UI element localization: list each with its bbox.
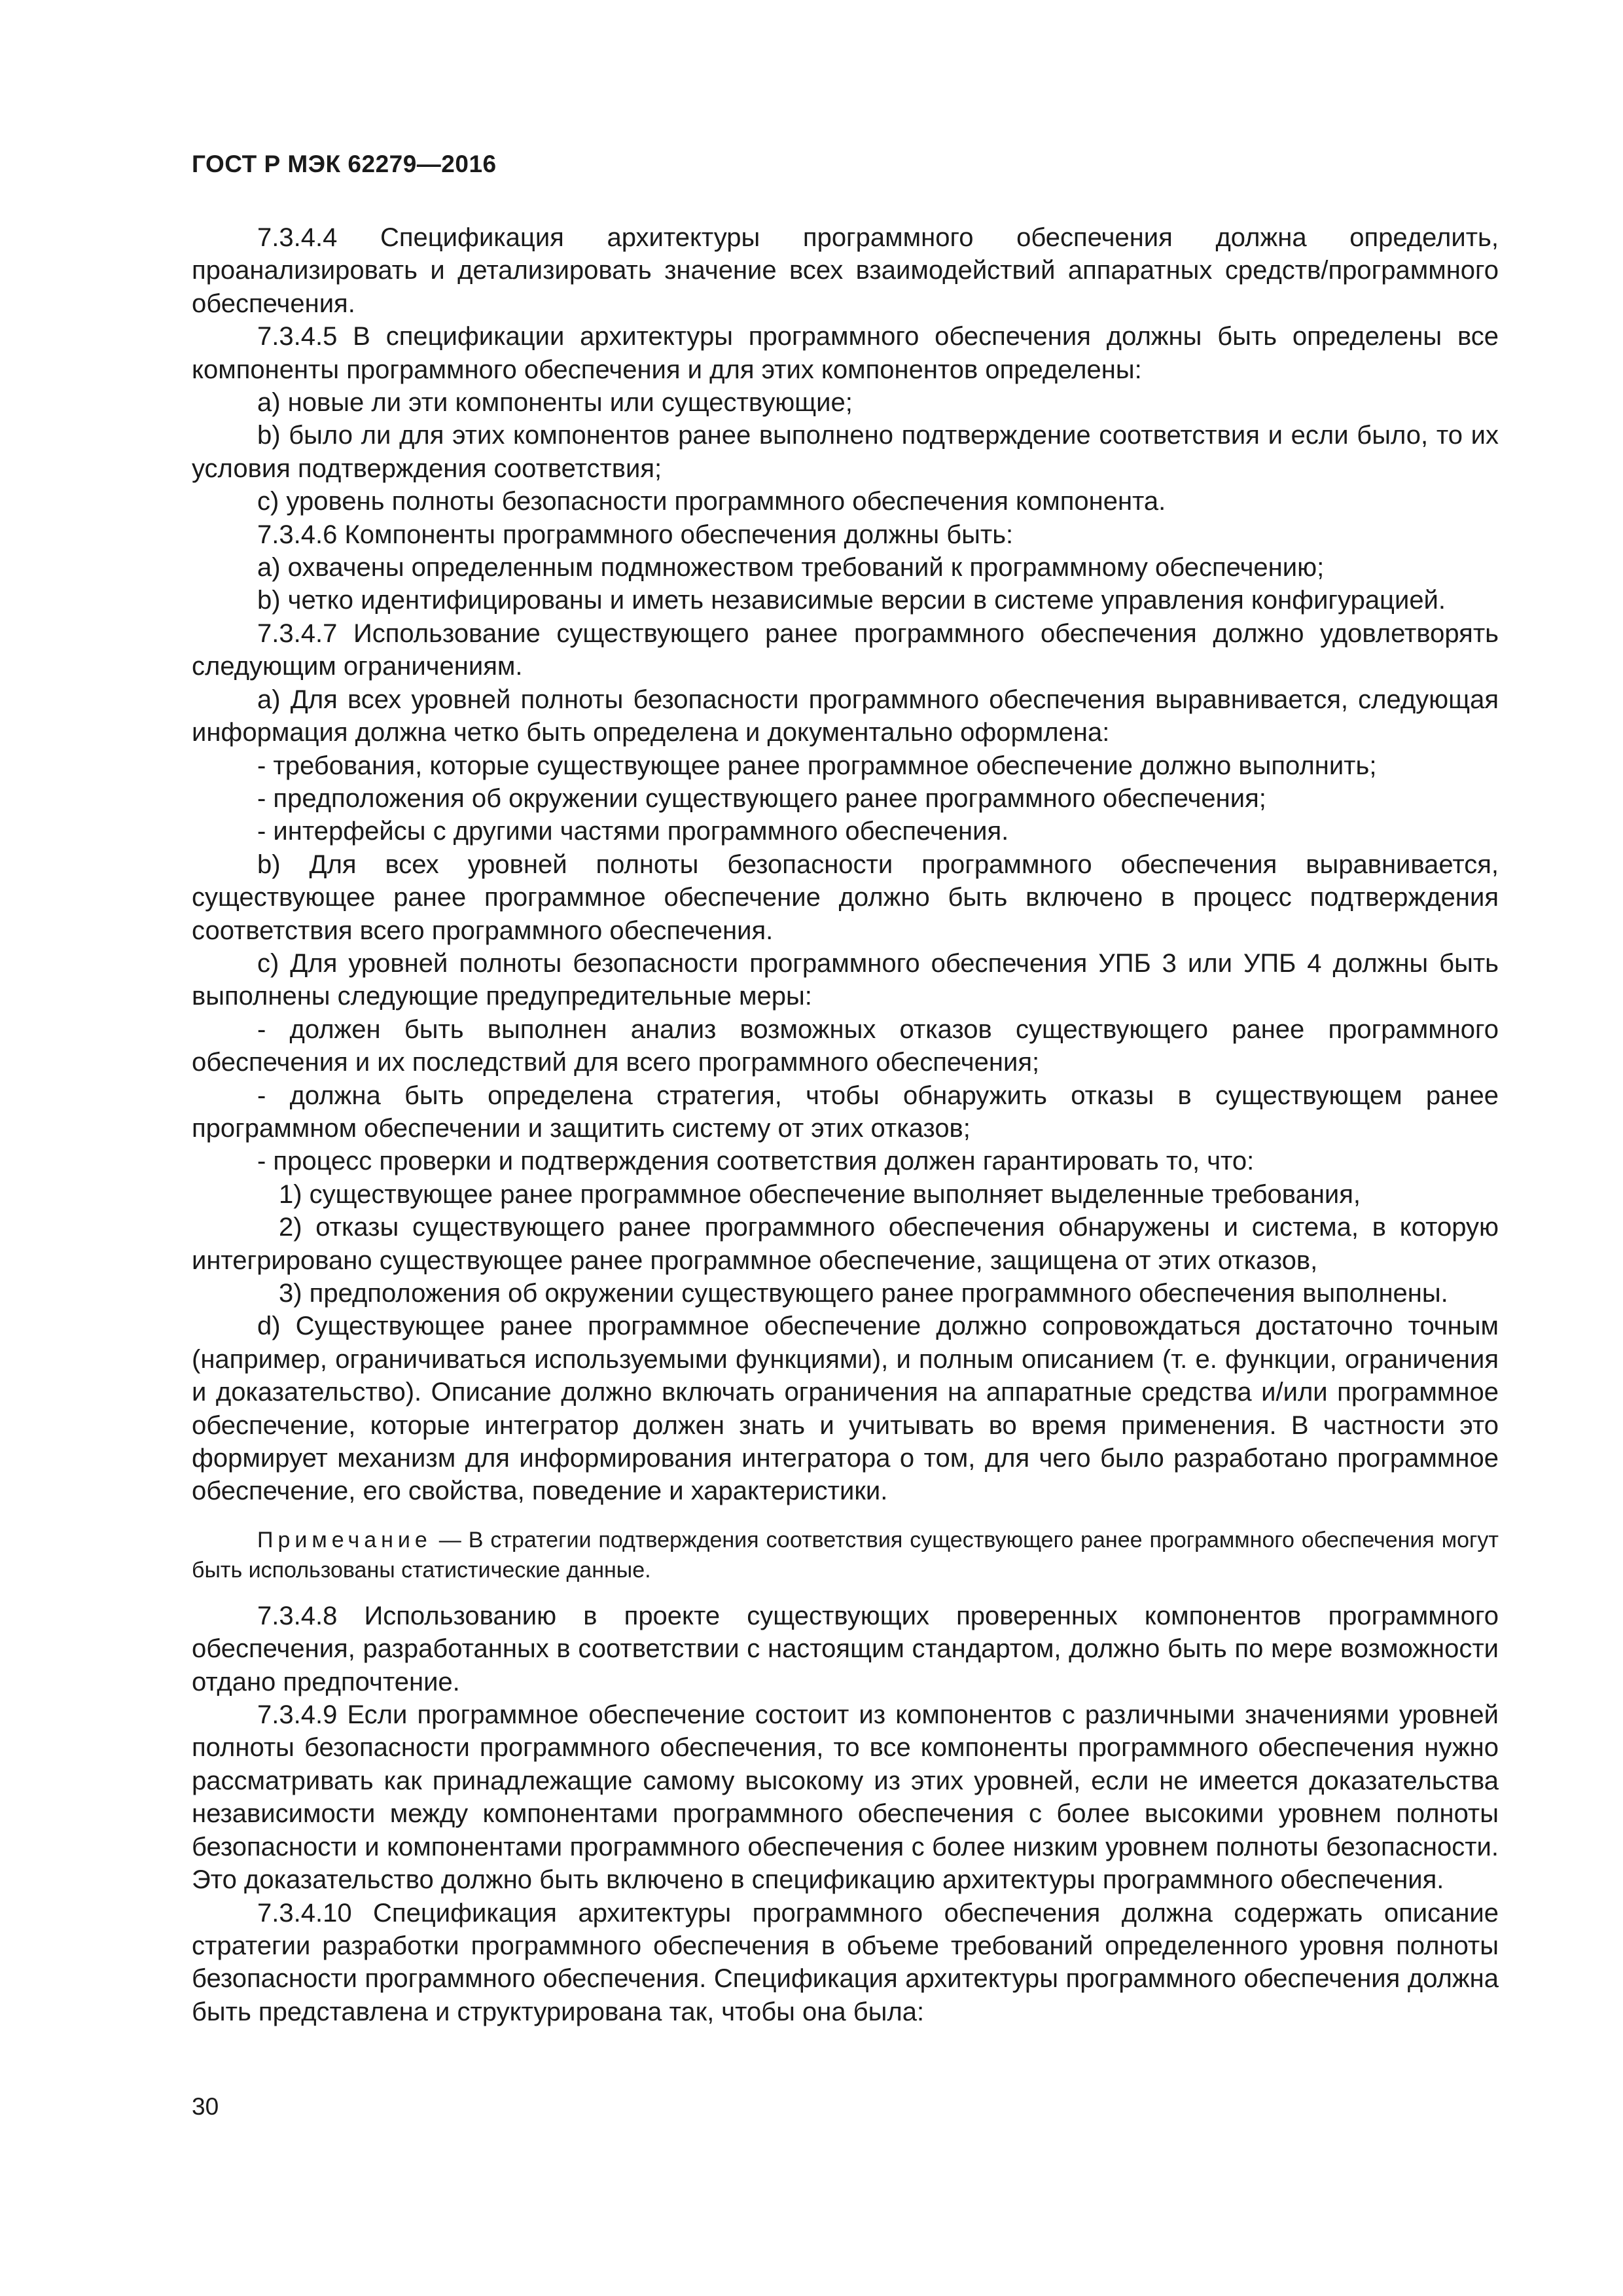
list-item: b) было ли для этих компонентов ранее выполнено подтверждение соответствия и если было, то их условия подтверждения соответствия; (192, 421, 1499, 483)
clause-7-3-4-6: 7.3.4.6 Компоненты программного обеспечения должны быть: (257, 520, 1014, 549)
list-item: d) Существующее ранее программное обеспечение должно сопровождаться достаточно точным (например, ограничиваться используемыми функциями), и полным описанием (т. е. функции, ограничения и доказательство). Описание должно включать ограничения на аппаратные средства и/или программное обеспечение, которые интегратор должен знать и учитывать во время применения. В частности это формирует механизм для информирования интегратора о том, для чего было разработано программное обеспечение, его свойства, поведение и характеристики. (192, 1312, 1499, 1506)
list-item: a) новые ли эти компоненты или существующие; (257, 388, 853, 418)
clause-7-3-4-10: 7.3.4.10 Спецификация архитектуры программного обеспечения должна содержать описание стратегии разработки программного обеспечения в объеме требований определенного уровня полноты безопасности программного обеспечения. Спецификация архитектуры программного обеспечения должна быть представлена и структурирована так, чтобы она была: (192, 1898, 1499, 2026)
list-item: b) четко идентифицированы и иметь независимые версии в системе управления конфигурацией. (257, 586, 1446, 615)
clause-7-3-4-5: 7.3.4.5 В спецификации архитектуры программного обеспечения должны быть определены все компоненты программного обеспечения и для этих компонентов определены: (192, 322, 1499, 384)
list-item: a) охвачены определенным подмножеством требований к программному обеспечению; (257, 553, 1325, 583)
dash-item: - требования, которые существующее ранее программное обеспечение должно выполнить; (257, 751, 1377, 780)
standard-header: ГОСТ Р МЭК 62279—2016 (192, 151, 497, 177)
dash-item: - интерфейсы с другими частями программного обеспечения. (257, 817, 1009, 846)
dash-item: - должен быть выполнен анализ возможных отказов существующего ранее программного обеспечения и их последствий для всего программного обеспечения; (192, 1014, 1499, 1077)
numbered-item: 3) предположения об окружении существующего ранее программного обеспечения выполнены. (279, 1279, 1448, 1308)
clause-7-3-4-7: 7.3.4.7 Использование существующего ранее программного обеспечения должно удовлетворять следующим ограничениям. (192, 619, 1499, 681)
list-item: a) Для всех уровней полноты безопасности программного обеспечения выравнивается, следующая информация должна четко быть определена и документально оформлена: (192, 685, 1499, 747)
clause-7-3-4-4: 7.3.4.4 Спецификация архитектуры программного обеспечения должна определить, проанализировать и детализировать значение всех взаимодействий аппаратных средств/программного обеспечения. (192, 223, 1499, 318)
clause-7-3-4-9: 7.3.4.9 Если программное обеспечение состоит из компонентов с различными значениями уровней полноты безопасности программного обеспечения, то все компоненты программного обеспечения нужно рассматривать как принадлежащие самому высокому из этих уровней, если не имеется доказательства независимости между компонентами программного обеспечения с более высокими уровнем полноты безопасности и компонентами программного обеспечения с более низким уровнем полноты безопасности. Это доказательство должно быть включено в спецификацию архитектуры программного обеспечения. (192, 1700, 1499, 1895)
numbered-item: 1) существующее ранее программное обеспечение выполняет выделенные требования, (279, 1179, 1361, 1209)
note-text: — В стратегии подтверждения соответствия существующего ранее программного обеспечения могут быть использованы статистические данные. (192, 1527, 1499, 1583)
note (192, 1525, 1499, 1585)
list-item: c) Для уровней полноты безопасности программного обеспечения УПБ 3 или УПБ 4 должны быть выполнены следующие предупредительные меры: (192, 948, 1499, 1011)
dash-item: - должна быть определена стратегия, чтобы обнаружить отказы в существующем ранее программном обеспечении и защитить систему от этих отказов; (192, 1081, 1499, 1143)
dash-item: - процесс проверки и подтверждения соответствия должен гарантировать то, что: (257, 1147, 1255, 1176)
numbered-item: 2) отказы существующего ранее программного обеспечения обнаружены и система, в которую интегрировано существующее ранее программное обеспечение, защищена от этих отказов, (192, 1213, 1499, 1275)
document-body (192, 221, 1499, 2028)
clause-7-3-4-8: 7.3.4.8 Использованию в проекте существующих проверенных компонентов программного обеспечения, разработанных в соответствии с настоящим стандартом, должно быть по мере возможности отдано предпочтение. (192, 1601, 1499, 1696)
page-number: 30 (192, 2093, 219, 2120)
list-item: c) уровень полноты безопасности программного обеспечения компонента. (257, 487, 1166, 516)
dash-item: - предположения об окружении существующего ранее программного обеспечения; (257, 783, 1266, 813)
list-item: b) Для всех уровней полноты безопасности программного обеспечения выравнивается, существующее ранее программное обеспечение должно быть включено в процесс подтверждения соответствия всего программного обеспечения. (192, 850, 1499, 945)
note-label: Примечание (257, 1527, 432, 1552)
